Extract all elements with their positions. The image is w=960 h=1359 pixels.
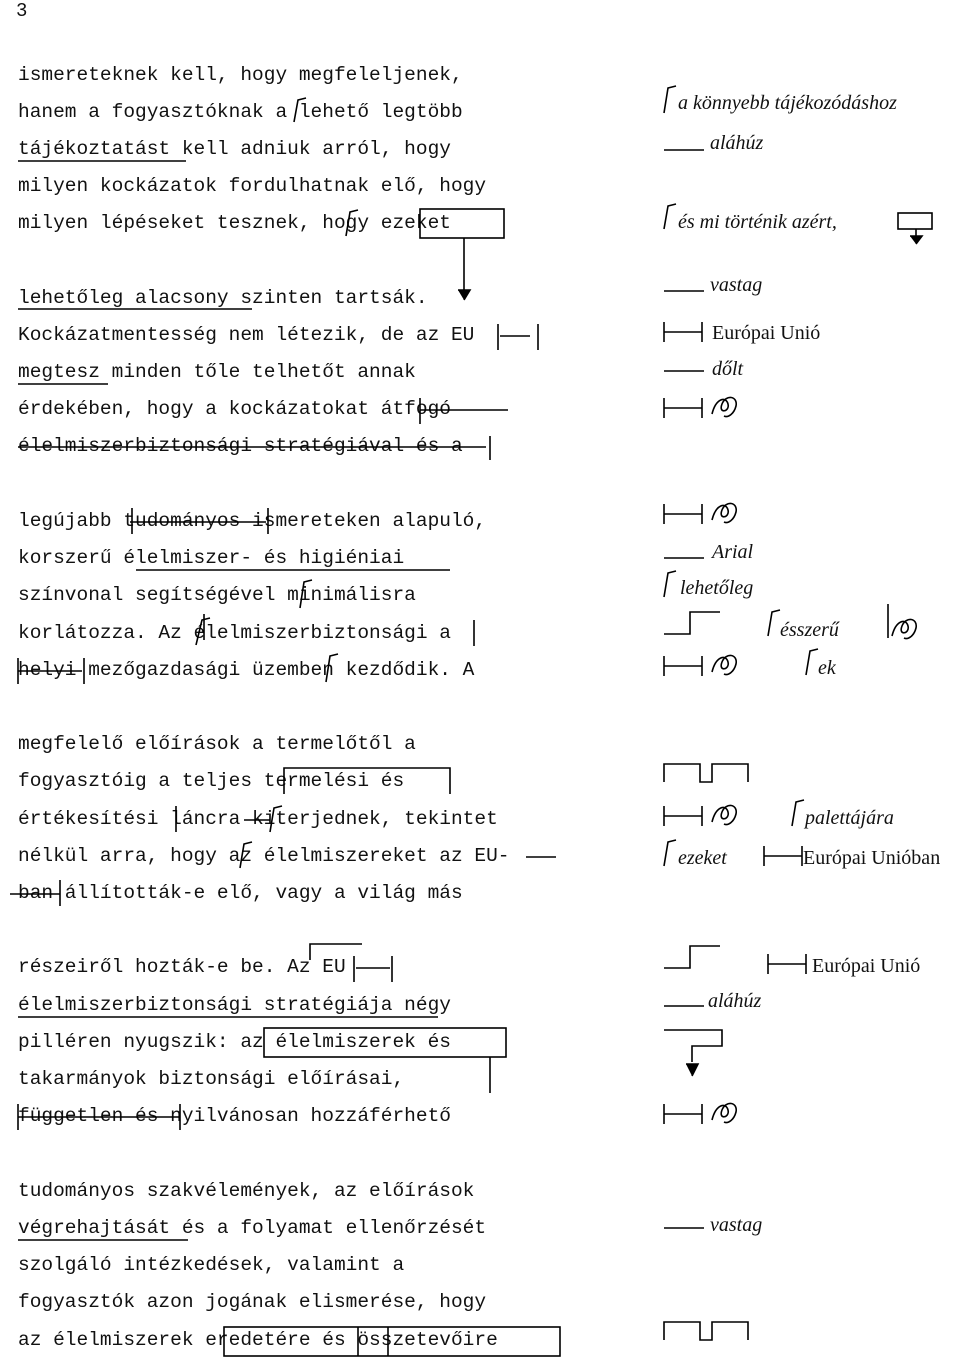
text-line: korlátozza. Az élelmiszerbiztonsági a — [18, 622, 451, 644]
text-line: megfelelő előírások a termelőtől a — [18, 733, 416, 755]
margin-note: dőlt — [712, 358, 744, 380]
text-line: fogyasztóig a teljes termelési és — [18, 770, 405, 792]
margin-note: és mi történik azért, — [678, 211, 837, 233]
margin-note: vastag — [710, 1214, 763, 1236]
text-line: legújabb tudományos ismereteken alapuló, — [18, 510, 487, 532]
delete-mark-icon — [712, 655, 736, 674]
margin-note: aláhúz — [710, 132, 764, 154]
text-line: az élelmiszerek eredetére és összetevőire — [18, 1329, 498, 1351]
delete-mark-icon — [892, 619, 916, 638]
margin-note: a könnyebb tájékozódáshoz — [678, 92, 897, 114]
delete-mark-icon — [712, 397, 736, 416]
insert-caret-icon — [664, 86, 676, 113]
insert-caret-icon — [664, 840, 676, 866]
insert-caret-icon — [664, 571, 676, 597]
text-line: végrehajtását és a folyamat ellenőrzését — [18, 1217, 487, 1239]
delete-mark-icon — [712, 805, 736, 824]
new-paragraph-icon — [664, 946, 720, 968]
margin-note: palettájára — [805, 807, 894, 829]
margin-note: Európai Unió — [712, 322, 821, 344]
margin-note: Arial — [712, 541, 754, 563]
text-line: ban állították-e elő, vagy a világ más — [18, 882, 463, 904]
text-line: takarmányok biztonsági előírásai, — [18, 1068, 405, 1090]
move-arrow-icon — [898, 213, 932, 244]
text-line: részeiről hozták-e be. Az EU — [18, 956, 346, 978]
text-line: élelmiszerbiztonsági stratégiája négy — [18, 994, 451, 1016]
margin-note: vastag — [710, 274, 763, 296]
text-line: élelmiszerbiztonsági stratégiával és a — [18, 435, 463, 457]
transpose-icon — [664, 1030, 722, 1076]
text-line: független és nyilvánosan hozzáférhető — [18, 1105, 451, 1127]
text-line: nélkül arra, hogy az élelmiszereket az EU- — [18, 845, 510, 867]
text-line: értékesítési láncra kiterjednek, tekintet — [18, 808, 498, 830]
run-on-icon — [664, 1322, 748, 1340]
insert-caret-icon — [792, 800, 804, 826]
margin-note: ésszerű — [780, 619, 839, 641]
run-on-icon — [664, 764, 748, 782]
margin-note: ek — [818, 657, 836, 679]
insert-caret-icon — [768, 610, 780, 636]
text-line: tájékoztatást kell adniuk arról, hogy — [18, 138, 451, 160]
new-paragraph-icon — [664, 612, 720, 634]
insert-caret-icon — [664, 204, 676, 229]
delete-mark-icon — [712, 1103, 736, 1122]
margin-note: Európai Unió — [812, 955, 921, 977]
text-line: lehetőleg alacsony szinten tartsák. — [18, 287, 428, 309]
text-line: érdekében, hogy a kockázatokat átfogó — [18, 398, 451, 420]
text-line: milyen kockázatok fordulhatnak elő, hogy — [18, 175, 487, 197]
text-line: megtesz minden tőle telhetőt annak — [18, 361, 416, 383]
margin-note: lehetőleg — [680, 577, 754, 599]
insert-caret-icon — [806, 649, 818, 675]
text-line: fogyasztók azon jogának elismerése, hogy — [18, 1291, 487, 1313]
margin-note: Európai Unióban — [803, 847, 941, 869]
margin-note: aláhúz — [708, 990, 762, 1012]
text-line: Kockázatmentesség nem létezik, de az EU — [18, 324, 475, 346]
text-line: pilléren nyugszik: az élelmiszerek és — [18, 1031, 451, 1053]
margin-note: ezeket — [678, 847, 727, 869]
text-line: ismereteknek kell, hogy megfeleljenek, — [18, 64, 463, 86]
page-number: 3 — [16, 0, 28, 22]
text-line: szolgáló intézkedések, valamint a — [18, 1254, 405, 1276]
text-line: milyen lépéseket tesznek, hogy ezeket — [18, 212, 451, 234]
delete-mark-icon — [712, 503, 736, 522]
text-line: korszerű élelmiszer- és higiéniai — [18, 547, 405, 569]
text-line: helyi mezőgazdasági üzemben kezdődik. A — [18, 659, 475, 681]
text-line: színvonal segítségével minimálisra — [18, 584, 416, 606]
text-line: tudományos szakvélemények, az előírások — [18, 1180, 475, 1202]
text-line: hanem a fogyasztóknak a lehető legtöbb — [18, 101, 463, 123]
